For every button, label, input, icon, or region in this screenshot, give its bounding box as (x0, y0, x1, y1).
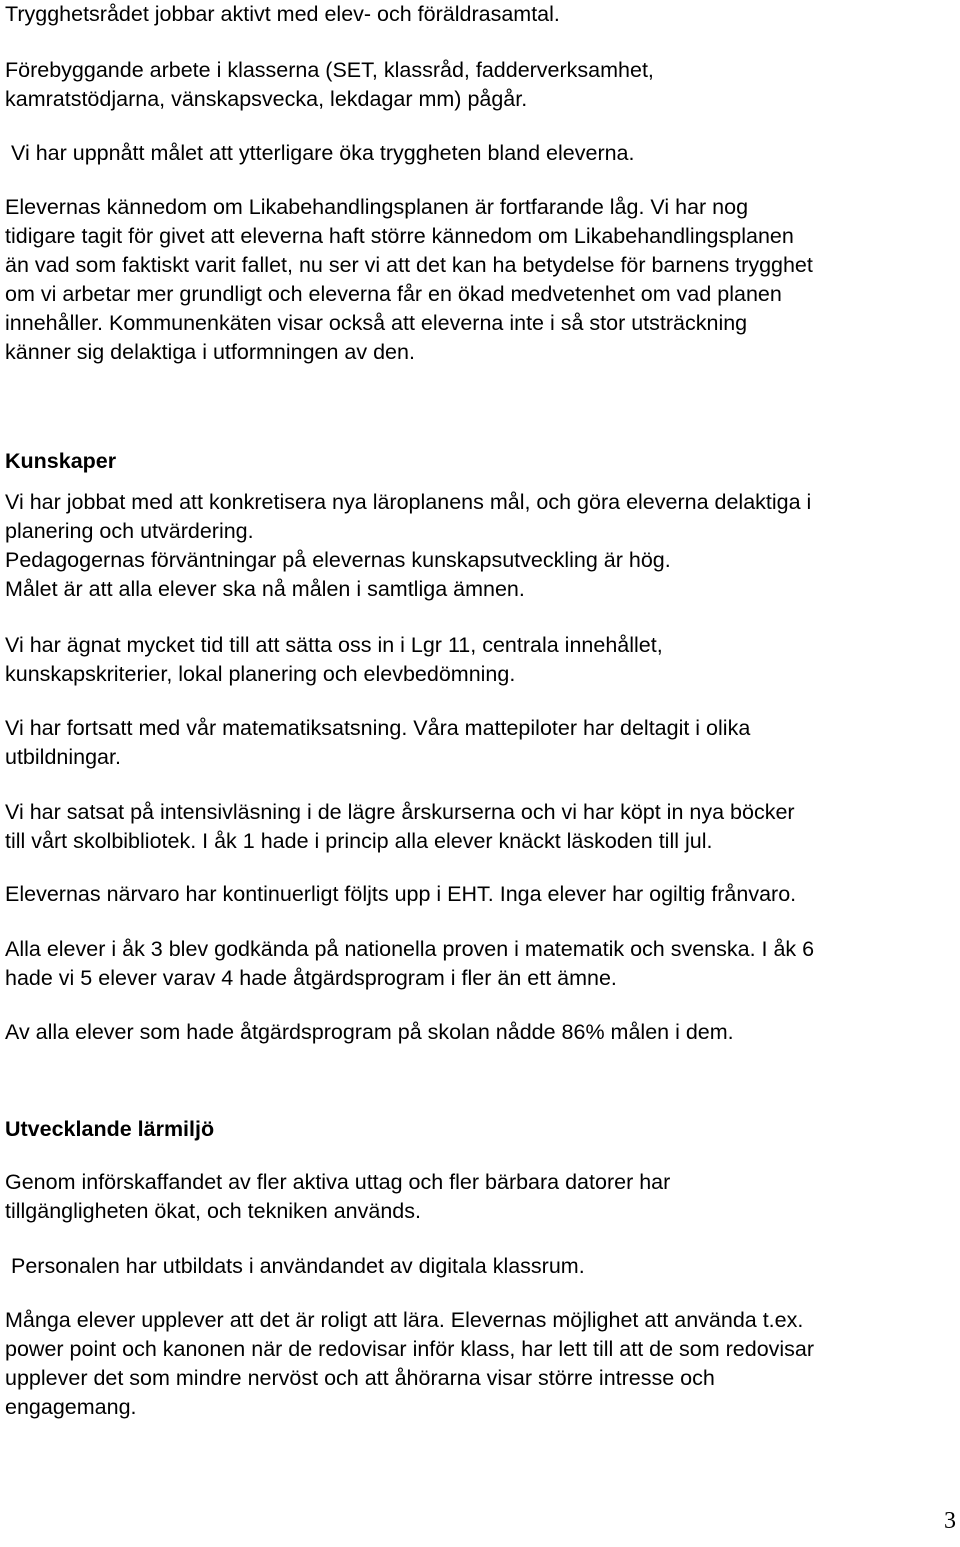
text-line: kamratstödjarna, vänskapsvecka, lekdagar mm) pågår. (5, 87, 528, 111)
text-line: Vi har jobbat med att konkretisera nya läroplanens mål, och göra eleverna delaktiga i (5, 490, 812, 514)
text-line: utbildningar. (5, 745, 121, 769)
text-line: Vi har uppnått målet att ytterligare öka tryggheten bland eleverna. (11, 141, 635, 165)
page-number: 3 (944, 1508, 956, 1534)
text-line: Förebyggande arbete i klasserna (SET, klassråd, fadderverksamhet, (5, 58, 654, 82)
section-heading-kunskaper: Kunskaper (5, 449, 117, 473)
paragraph-intro-1 (5, 0, 957, 29)
text-line: Elevernas närvaro har kontinuerligt följts upp i EHT. Inga elever har ogiltig frånvaro. (5, 882, 797, 906)
text-line: Många elever upplever att det är roligt att lära. Elevernas möjlighet att använda t.ex. (5, 1308, 804, 1332)
paragraph-kunskaper-7 (5, 1018, 957, 1047)
text-line: innehåller. Kommunenkäten visar också att eleverna inte i så stor utsträckning (5, 311, 748, 335)
paragraph-kunskaper-3 (5, 714, 957, 772)
paragraph-intro-2 (5, 56, 957, 114)
text-line: planering och utvärdering. (5, 519, 254, 543)
text-line: tillgängligheten ökat, och tekniken används. (5, 1199, 421, 1223)
text-line: engagemang. (5, 1395, 137, 1419)
section-heading-larmiljo: Utvecklande lärmiljö (5, 1117, 215, 1141)
paragraph-kunskaper-5 (5, 880, 957, 909)
text-line: Pedagogernas förväntningar på elevernas kunskapsutveckling är hög. (5, 548, 671, 572)
text-line: känner sig delaktiga i utformningen av den. (5, 340, 415, 364)
paragraph-kunskaper-1 (5, 488, 957, 604)
paragraph-intro-3 (5, 139, 960, 168)
text-line: power point och kanonen när de redovisar inför klass, har lett till att de som redovisar (5, 1337, 815, 1361)
text-line: Genom införskaffandet av fler aktiva uttag och fler bärbara datorer har (5, 1170, 671, 1194)
paragraph-larmiljo-3 (5, 1306, 957, 1422)
paragraph-intro-4 (5, 193, 957, 367)
text-line: Elevernas kännedom om Likabehandlingsplanen är fortfarande låg. Vi har nog (5, 195, 749, 219)
text-line: Personalen har utbildats i användandet av digitala klassrum. (11, 1254, 585, 1278)
text-line: hade vi 5 elever varav 4 hade åtgärdsprogram i fler än ett ämne. (5, 966, 617, 990)
text-line: till vårt skolbibliotek. I åk 1 hade i princip alla elever knäckt läskoden till jul. (5, 829, 713, 853)
text-line: Målet är att alla elever ska nå målen i samtliga ämnen. (5, 577, 525, 601)
text-line: än vad som faktiskt varit fallet, nu ser vi att det kan ha betydelse för barnens trygghet (5, 253, 813, 277)
paragraph-kunskaper-2 (5, 631, 957, 689)
text-line: Vi har satsat på intensivläsning i de lägre årskurserna och vi har köpt in nya böcker (5, 800, 795, 824)
text-line: Vi har ägnat mycket tid till att sätta oss in i Lgr 11, centrala innehållet, (5, 633, 663, 657)
paragraph-kunskaper-4 (5, 798, 957, 856)
text-line: Alla elever i åk 3 blev godkända på nationella proven i matematik och svenska. I åk 6 (5, 937, 815, 961)
text-line: upplever det som mindre nervöst och att åhörarna visar större intresse och (5, 1366, 715, 1390)
text-line: tidigare tagit för givet att eleverna haft större kännedom om Likabehandlingsplanen (5, 224, 794, 248)
text-line: Av alla elever som hade åtgärdsprogram på skolan nådde 86% målen i dem. (5, 1020, 734, 1044)
text-line: kunskapskriterier, lokal planering och elevbedömning. (5, 662, 516, 686)
text-line: Vi har fortsatt med vår matematiksatsning. Våra mattepiloter har deltagit i olika (5, 716, 751, 740)
paragraph-larmiljo-1 (5, 1168, 957, 1226)
paragraph-kunskaper-6 (5, 935, 957, 993)
text-line: Trygghetsrådet jobbar aktivt med elev- och föräldrasamtal. (5, 2, 560, 26)
text-line: om vi arbetar mer grundligt och eleverna får en ökad medvetenhet om vad planen (5, 282, 782, 306)
paragraph-larmiljo-2 (5, 1252, 960, 1281)
